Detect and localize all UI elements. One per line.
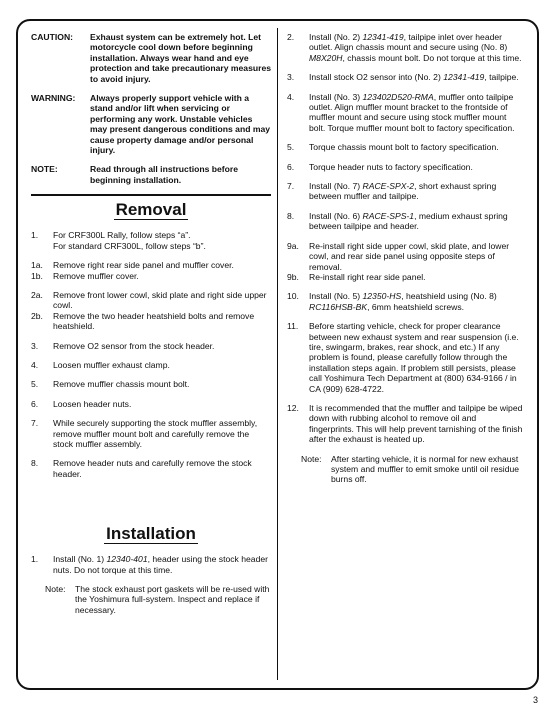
caution-block [31, 32, 271, 84]
part-number: RACE-SPX-2 [362, 181, 415, 192]
removal-step-6: 6. Loosen header nuts. [31, 398, 132, 409]
removal-step-8: 8. Remove header nuts and carefully remove the stock header. [31, 458, 252, 479]
part-number: M8X20H [309, 52, 343, 63]
removal-step-2b: 2b. Remove the two header heatshield bolts and remove heatshield. [31, 310, 255, 332]
note-block [31, 164, 271, 185]
install-step-11: 11. Before starting vehicle, check for proper clearance between new exhaust system and rear suspension (i.e. tire, swingarm, brakes, rear shock, and etc.) If any problem is found, please carefully follow through the installation steps again. If problem still persists, please call Yoshimura Tech Department at (800) 634-9166 / in CA (909) 628-4722. [287, 321, 519, 394]
part-number: 12341-419 [362, 32, 404, 42]
removal-step-4: 4. Loosen muffler exhaust clamp. [31, 359, 170, 370]
warning-block [31, 93, 271, 155]
warning-text: Always properly support vehicle with a stand and/or lift when servicing or performing any work. Unstable vehicles may present dangerous conditions and may cause property damage and/or personal injury. [90, 93, 271, 156]
install-step-12: 12. It is recommended that the muffler and tailpipe be wiped down with rubbing alcohol to remove oil and fingerprints. This will help prevent tarnishing of the finish after the exhaust is heated up. [287, 402, 523, 445]
part-number: RACE-SPS-1 [362, 210, 415, 221]
part-number: 12350-HS [362, 291, 402, 302]
right-column [287, 32, 523, 485]
install-step-9b: 9b. Re-install right rear side panel. [287, 271, 426, 282]
install-step-8: 8. Install (No. 6) RACE-SPS-1, medium exhaust spring between tailpipe and header. [287, 210, 508, 232]
left-column [31, 32, 271, 615]
removal-step-1b: 1b. Remove muffler cover. [31, 270, 139, 281]
part-number: 123402D520-RMA [362, 91, 434, 102]
section-rule [31, 194, 271, 196]
caution-label: CAUTION: [31, 32, 74, 42]
install-step-2: 2. Install (No. 2) 12341-419, tailpipe inlet over header outlet. Align chassis mount and secure using (No. 8) M8X20H, chassis mount bolt. Do not torque at this time. [287, 32, 522, 63]
removal-step-1a: 1a. Remove right rear side panel and muffler cover. [31, 260, 234, 271]
note-text: Read through all instructions before beginning installation. [90, 164, 239, 185]
install-step-10: 10. Install (No. 5) 12350-HS, heatshield using (No. 8) RC116HSB-BK, 6mm heatshield screws. [287, 291, 497, 312]
install-step-6: 6. Torque header nuts to factory specification. [287, 161, 473, 172]
install-step-5: 5. Torque chassis mount bolt to factory specification. [287, 142, 499, 153]
column-divider [277, 28, 278, 680]
note-label: NOTE: [31, 164, 58, 175]
removal-heading: Removal [115, 200, 187, 220]
removal-step-3: 3. Remove O2 sensor from the stock header. [31, 340, 215, 351]
removal-step-2a: 2a. Remove front lower cowl, skid plate and right side upper cowl. [31, 289, 267, 311]
install-step-9a: 9a. Re-install right side upper cowl, skid plate, and lower cowl, and rear side panel using opposite steps of removal. [287, 240, 510, 272]
install-step-7: 7. Install (No. 7) RACE-SPX-2, short exhaust spring between muffler and tailpipe. [287, 181, 497, 202]
page-number: 3 [533, 695, 539, 705]
install-step-1: 1. Install (No. 1) 12340-401, header using the stock header nuts. Do not torque at this time. [31, 554, 269, 575]
install-step-4: 4. Install (No. 3) 123402D520-RMA, muffler onto tailpipe outlet. Align muffler mount bracket to the frontside of muffler mount and secure using stock muffler mount bolt. Torque muffler mount bolt to factory specification. [287, 91, 515, 133]
removal-step-7: 7. While securely supporting the stock muffler assembly, remove muffler mount bolt and carefully remove the stock muffler assembly. [31, 418, 258, 449]
install-note-2: Note: After starting vehicle, it is normal for new exhaust system and muffler to emit smoke until oil residue burns off. [301, 453, 520, 485]
removal-step-1: 1. For CRF300L Rally, follow steps “a”. For standard CRF300L, follow steps “b”. [31, 230, 206, 251]
caution-text: Exhaust system can be extremely hot. Let motorcycle cool down before beginning installation. Always wear hand and eye protection and take precautionary measures to avoid injury. [90, 32, 272, 84]
removal-step-5: 5. Remove muffler chassis mount bolt. [31, 379, 190, 390]
install-note-1: Note: The stock exhaust port gaskets will be re-used with the Yoshimura full-system. Inspect and replace if necessary. [45, 584, 270, 615]
installation-heading: Installation [106, 524, 196, 544]
part-number: 12340-401 [106, 554, 148, 565]
part-number: 12341-419 [443, 72, 485, 83]
part-number: RC116HSB-BK [309, 301, 368, 312]
warning-label: WARNING: [31, 93, 76, 104]
install-step-3: 3. Install stock O2 sensor into (No. 2) 12341-419, tailpipe. [287, 72, 519, 83]
